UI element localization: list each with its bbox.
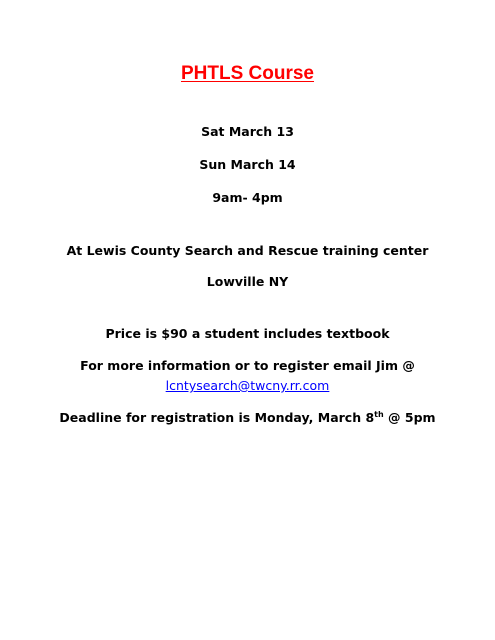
- course-price: Price is $90 a student includes textbook: [105, 326, 390, 341]
- deadline-ordinal: th: [374, 410, 384, 419]
- course-city: Lowville NY: [206, 274, 289, 289]
- course-date-saturday: Sat March 13: [201, 124, 294, 139]
- contact-email-link[interactable]: lcntysearch@twcny.rr.com: [165, 378, 330, 393]
- deadline-text: Deadline for registration is Monday, March 8: [59, 410, 375, 425]
- page-title: PHTLS Course: [180, 63, 315, 84]
- course-location: At Lewis County Search and Rescue training center: [66, 243, 429, 258]
- contact-info: For more information or to register email Jim @: [80, 358, 415, 373]
- course-date-sunday: Sun March 14: [199, 157, 296, 172]
- deadline-time: @ 5pm: [383, 410, 436, 425]
- registration-deadline: [0, 410, 495, 426]
- contact-email-row: [0, 378, 495, 394]
- course-hours: 9am- 4pm: [212, 190, 283, 205]
